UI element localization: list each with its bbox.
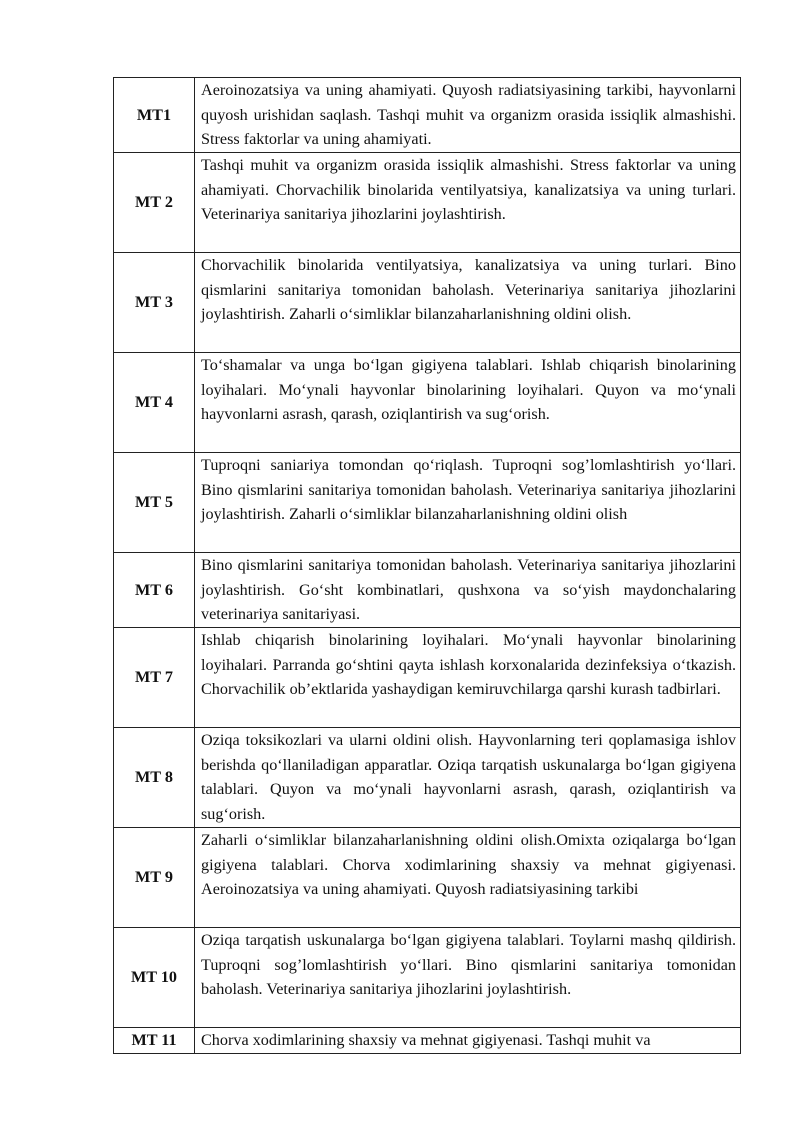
table-row — [114, 353, 741, 453]
topic-code: MT 9 — [114, 828, 195, 928]
topic-description: Aeroinozatsiya va uning ahamiyati. Quyosh radiatsiyasining tarkibi, hayvonlarni quyosh urishidan saqlash. Tashqi muhit va organizm orasida issiqlik almashishi. Stress faktorlar va uning ahamiyati. — [195, 78, 741, 153]
topic-code: MT 7 — [114, 628, 195, 728]
topic-description: Oziqa tarqatish uskunalarga bo‘lgan gigiyena talablari. Toylarni mashq qildirish. Tuproqni sog’lomlashtirish yo‘llari. Bino qismlarini sanitariya tomonidan baholash. Veterinariya sanitariya jihozlarini joylashtirish. — [195, 928, 741, 1028]
topic-description: Tashqi muhit va organizm orasida issiqlik almashishi. Stress faktorlar va uning ahamiyati. Chorvachilik binolarida ventilyatsiya, kanalizatsiya va uning turlari. Veterinariya sanitariya jihozlarini joylashtirish. — [195, 153, 741, 253]
topic-code: MT 2 — [114, 153, 195, 253]
table-row — [114, 553, 741, 628]
table-row — [114, 453, 741, 553]
topic-code: MT 6 — [114, 553, 195, 628]
topic-code: MT 4 — [114, 353, 195, 453]
topic-description: Ishlab chiqarish binolarining loyihalari. Mo‘ynali hayvonlar binolarining loyihalari. Parranda go‘shtini qayta ishlash korxonalarida dezinfeksiya o‘tkazish. Chorvachilik ob’ektlarida yashaydigan kemiruvchilarga qarshi kurash tadbirlari. — [195, 628, 741, 728]
table-row — [114, 78, 741, 153]
table-row — [114, 628, 741, 728]
topic-description: Zaharli o‘simliklar bilanzaharlanishning oldini olish.Omixta oziqalarga bo‘lgan gigiyena talablari. Chorva xodimlarining shaxsiy va mehnat gigiyenasi. Aeroinozatsiya va uning ahamiyati. Quyosh radiatsiyasining tarkibi — [195, 828, 741, 928]
topic-description: Tuproqni saniariya tomondan qo‘riqlash. Tuproqni sog’lomlashtirish yo‘llari. Bino qismlarini sanitariya tomonidan baholash. Veterinariya sanitariya jihozlarini joylashtirish. Zaharli o‘simliklar bilanzaharlanishning oldini olish — [195, 453, 741, 553]
table-row — [114, 728, 741, 828]
table-row — [114, 153, 741, 253]
topics-table — [113, 77, 741, 1054]
topic-description: Bino qismlarini sanitariya tomonidan baholash. Veterinariya sanitariya jihozlarini joylashtirish. Go‘sht kombinatlari, qushxona va so‘yish maydonchalaring veterinariya sanitariyasi. — [195, 553, 741, 628]
table-row — [114, 1028, 741, 1054]
topic-description: Chorvachilik binolarida ventilyatsiya, kanalizatsiya va uning turlari. Bino qismlarini sanitariya tomonidan baholash. Veterinariya sanitariya jihozlarini joylashtirish. Zaharli o‘simliklar bilanzaharlanishning oldini olish. — [195, 253, 741, 353]
topic-description: To‘shamalar va unga bo‘lgan gigiyena talablari. Ishlab chiqarish binolarining loyihalari. Mo‘ynali hayvonlar binolarining loyihalari. Quyon va mo‘ynali hayvonlarni asrash, qarash, oziqlantirish va sug‘orish. — [195, 353, 741, 453]
topic-code: MT 10 — [114, 928, 195, 1028]
topic-code: MT 5 — [114, 453, 195, 553]
topic-code: MT 8 — [114, 728, 195, 828]
table-row — [114, 928, 741, 1028]
topic-code: MT1 — [114, 78, 195, 153]
table-row — [114, 253, 741, 353]
topic-code: MT 3 — [114, 253, 195, 353]
topic-code: MT 11 — [114, 1028, 195, 1054]
topic-description: Oziqa toksikozlari va ularni oldini olish. Hayvonlarning teri qoplamasiga ishlov berishda qo‘llaniladigan apparatlar. Oziqa tarqatish uskunalarga bo‘lgan gigiyena talablari. Quyon va mo‘ynali hayvonlarni asrash, qarash, oziqlantirish va sug‘orish. — [195, 728, 741, 828]
topic-description: Chorva xodimlarining shaxsiy va mehnat gigiyenasi. Tashqi muhit va — [195, 1028, 741, 1054]
table-row — [114, 828, 741, 928]
